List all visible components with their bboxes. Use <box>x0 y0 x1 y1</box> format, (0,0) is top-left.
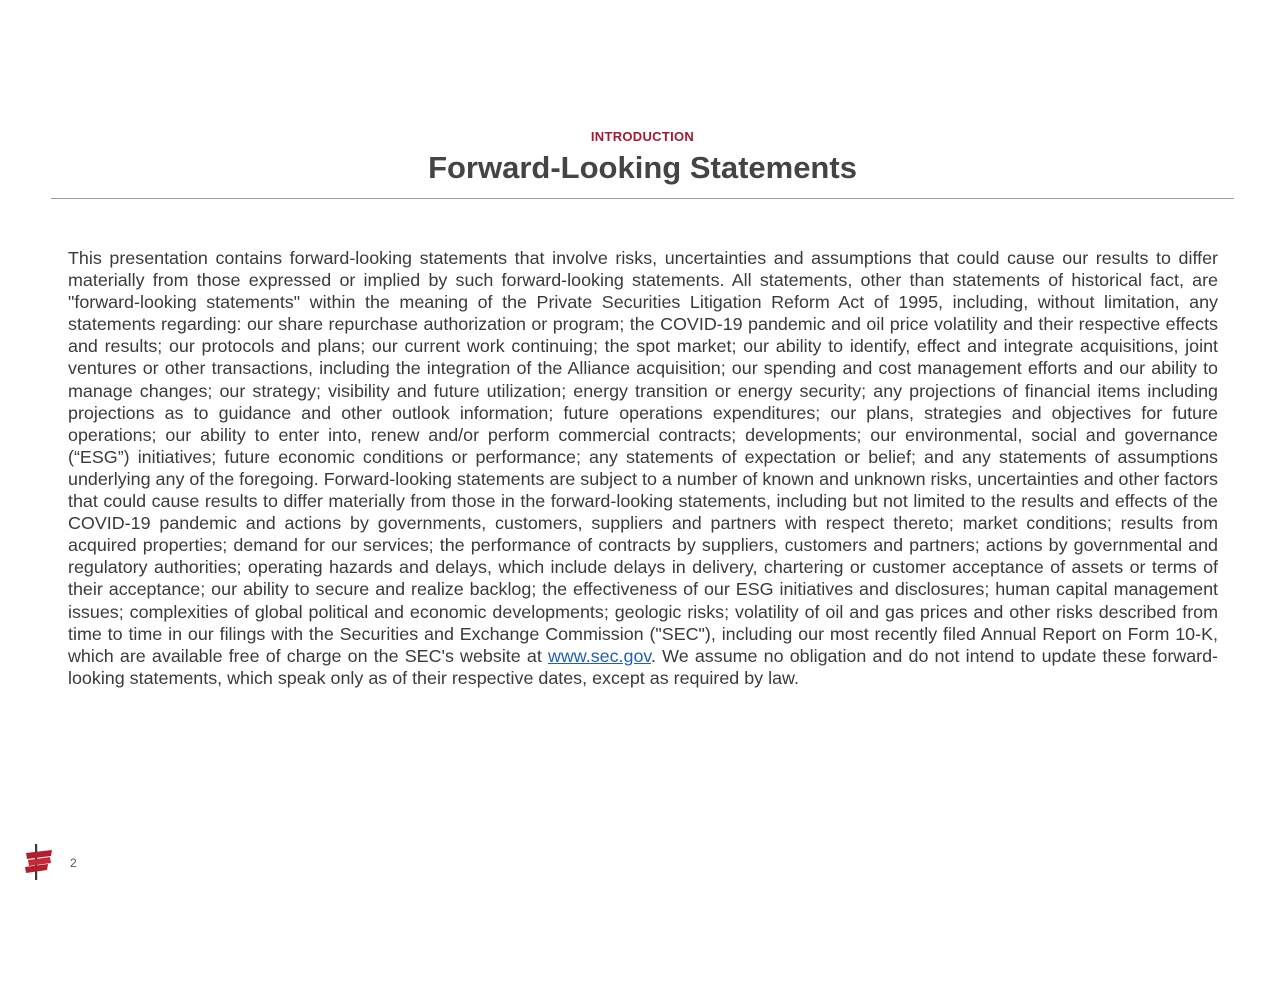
sec-website-link[interactable]: www.sec.gov <box>547 645 652 666</box>
page-number: 2 <box>70 856 77 870</box>
page-title: Forward-Looking Statements <box>428 150 857 185</box>
disclaimer-paragraph <box>68 247 1218 689</box>
section-label: INTRODUCTION <box>590 129 695 144</box>
company-logo-icon <box>23 843 55 881</box>
disclaimer-text-part-1: This presentation contains forward-looking statements that involve risks, uncertainties and assumptions that could cause our results to differ materially from those expressed or implied by such forward-looking statements. All statements, other than statements of historical fact, are "forward-looking statements" within the meaning of the Private Securities Litigation Reform Act of 1995, including, without limitation, any statements regarding: our share repurchase authorization or program; the COVID-19 pandemic and oil price volatility and their respective effects and results; our protocols and plans; our current work continuing; the spot market; our ability to identify, effect and integrate acquisitions, joint ventures or other transactions, including the integration of the Alliance acquisition; our spending and cost management efforts and our ability to manage changes; our strategy; visibility and future utilization; energy transition or energy security; any projections of financial items including projections as to guidance and other outlook information; future operations expenditures; our plans, strategies and objectives for future operations; our ability to enter into, renew and/or perform commercial contracts; developments; our environmental, social and governance (“ESG”) initiatives; future economic conditions or performance; any statements of expectation or belief; and any statements of assumptions underlying any of the foregoing. Forward-looking statements are subject to a number of known and unknown risks, uncertainties and other factors that could cause results to differ materially from those in the forward-looking statements, including but not limited to the results and effects of the COVID-19 pandemic and actions by governments, customers, suppliers and partners with respect thereto; market conditions; results from acquired properties; demand for our services; the performance of contracts by suppliers, customers and partners; actions by governmental and regulatory authorities; operating hazards and delays, which include delays in delivery, chartering or customer acceptance of assets or terms of their acceptance; our ability to secure and realize backlog; the effectiveness of our ESG initiatives and disclosures; human capital management issues; complexities of global political and economic developments; geologic risks; volatility of oil and gas prices and other risks described from time to time in our filings with the Securities and Exchange Commission ("SEC"), including our most recently filed Annual Report on Form 10-K, which are available free of charge on the SEC's website at <box>68 248 1218 666</box>
disclaimer-text-part-2: . We assume no obligation and do not intend to update these forward-looking statements, which speak only as of their respective dates, except as required by law. <box>68 645 1219 688</box>
title-divider <box>51 198 1234 199</box>
